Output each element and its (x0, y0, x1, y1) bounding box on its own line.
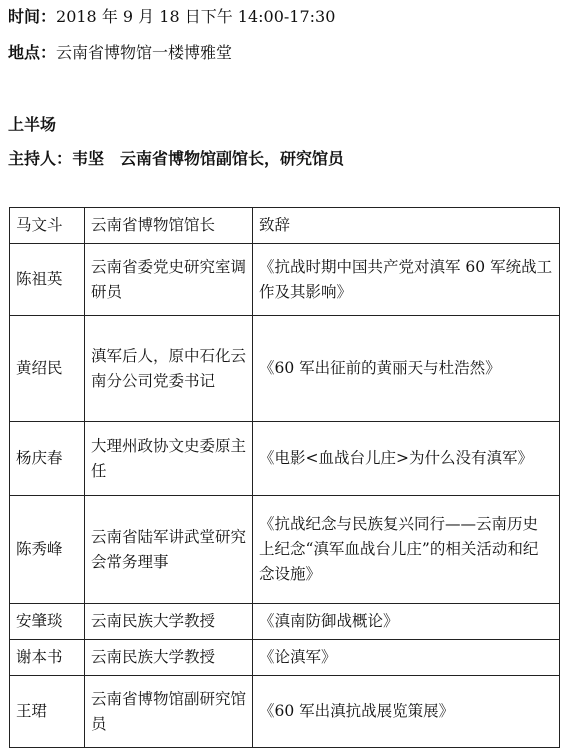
speaker-name: 马文斗 (10, 208, 85, 244)
table-row (10, 422, 560, 496)
speaker-name: 陈秀峰 (10, 496, 85, 604)
speaker-title: 云南省博物馆副研究馆员 (85, 676, 253, 748)
speaker-name: 谢本书 (10, 640, 85, 676)
speaker-name: 杨庆春 (10, 422, 85, 496)
speaker-name: 安肇琰 (10, 604, 85, 640)
talk-topic: 《60 军出滇抗战展览策展》 (253, 676, 560, 748)
speaker-title: 云南省陆军讲武堂研究会常务理事 (85, 496, 253, 604)
talk-topic: 《滇南防御战概论》 (253, 604, 560, 640)
table-row (10, 604, 560, 640)
speaker-title: 云南民族大学教授 (85, 604, 253, 640)
talk-topic: 《60 军出征前的黄丽天与杜浩然》 (253, 316, 560, 422)
host-line (8, 148, 344, 170)
speaker-title: 滇军后人，原中石化云南分公司党委书记 (85, 316, 253, 422)
speaker-title: 云南民族大学教授 (85, 640, 253, 676)
speaker-title: 云南省博物馆馆长 (85, 208, 253, 244)
place-value: 云南省博物馆一楼博雅堂 (56, 43, 233, 62)
place-line (8, 42, 232, 64)
host-label: 主持人： (8, 149, 73, 168)
table-row (10, 244, 560, 316)
schedule-table (9, 207, 560, 748)
talk-topic: 《电影<血战台儿庄>为什么没有滇军》 (253, 422, 560, 496)
table-row (10, 208, 560, 244)
time-value: 2018 年 9 月 18 日下午 14:00-17:30 (56, 7, 336, 26)
table-row (10, 640, 560, 676)
table-row (10, 496, 560, 604)
section-title: 上半场 (8, 115, 57, 134)
place-label: 地点： (8, 43, 57, 62)
speaker-title: 大理州政协文史委原主任 (85, 422, 253, 496)
host-value: 韦坚 云南省博物馆副馆长，研究馆员 (72, 149, 345, 168)
table-row (10, 316, 560, 422)
time-label: 时间： (8, 7, 57, 26)
talk-topic: 《抗战时期中国共产党对滇军 60 军统战工作及其影响》 (253, 244, 560, 316)
speaker-name: 陈祖英 (10, 244, 85, 316)
talk-topic: 《抗战纪念与民族复兴同行——云南历史上纪念“滇军血战台儿庄”的相关活动和纪念设施》 (253, 496, 560, 604)
talk-topic: 《论滇军》 (253, 640, 560, 676)
speaker-name: 黄绍民 (10, 316, 85, 422)
talk-topic: 致辞 (253, 208, 560, 244)
speaker-title: 云南省委党史研究室调研员 (85, 244, 253, 316)
speaker-name: 王珺 (10, 676, 85, 748)
table-row (10, 676, 560, 748)
time-line (8, 6, 335, 28)
